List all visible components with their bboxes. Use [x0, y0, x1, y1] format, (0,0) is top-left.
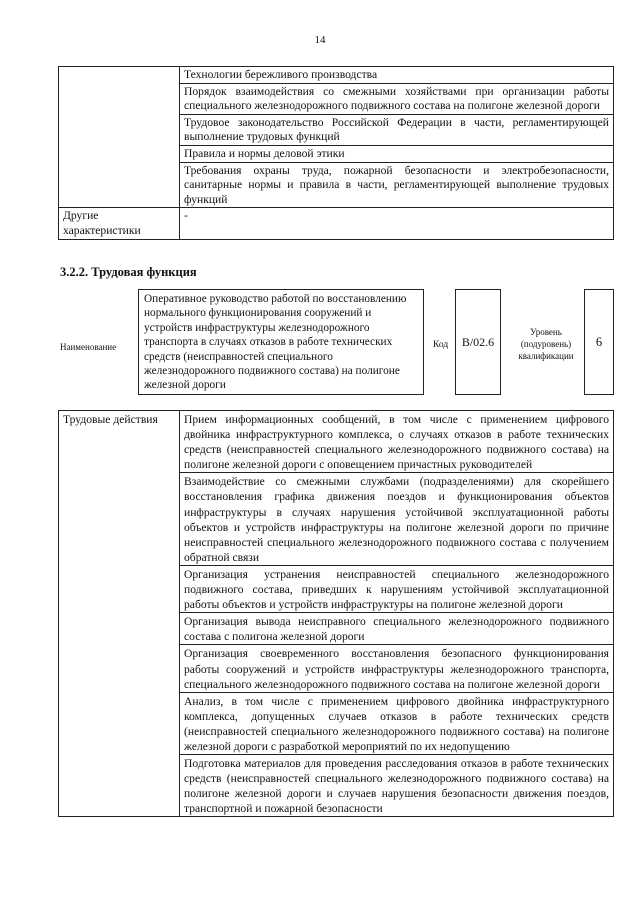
level-label: Уровень (подуровень) квалификации [518, 327, 574, 361]
table-row [59, 411, 614, 473]
knowledge-item: Порядок взаимодействия со смежными хозяйствами при организации работы специального железнодорожного подвижного состава на полигоне железной дороги [180, 83, 614, 114]
qualification-level: 6 [584, 289, 614, 395]
labor-actions-table [58, 410, 614, 817]
labor-action-item: Взаимодействие со смежными службами (подразделениями) для скорейшего восстановления графика движения поездов и функционирования объектов инфраструктуры в случаях нарушения устойчивой эксплуатационной работы объектов и устройств инфраструктуры на полигоне железной дороги по причине неисправностей специального железнодорожного подвижного состава с получением обратной связи [180, 473, 614, 566]
knowledge-item: Технологии бережливого производства [180, 67, 614, 84]
labor-actions-label: Трудовые действия [59, 411, 180, 817]
knowledge-item: Трудовое законодательство Российской Федерации в части, регламентирующей выполнение трудовых функций [180, 114, 614, 145]
labor-action-item: Организация устранения неисправностей специального железнодорожного подвижного состава, приведших к нарушениям устойчивой эксплуатационной работы объектов и устройств инфраструктуры на полигоне железной дороги [180, 565, 614, 612]
name-label: Наименование [60, 342, 117, 352]
code-label: Код [433, 340, 449, 350]
function-name: Оперативное руководство работой по восстановлению нормального функционирования сооружений и устройств инфраструктуры железнодорожного транспорта в случаях отказов в работе технических средств (неисправностей специального железнодорожного подвижного состава) на полигоне железной дороги [138, 289, 424, 395]
knowledge-item: Правила и нормы деловой этики [180, 145, 614, 162]
table-row [59, 208, 614, 239]
knowledge-table [58, 66, 614, 240]
labor-action-item: Анализ, в том числе с применением цифрового двойника инфраструктурного комплекса, допущенных случаев отказов в работе технических средств (неисправностей специального железнодорожного подвижного состава) на полигоне железной дороги с разработкой мероприятий по их недопущению [180, 692, 614, 754]
table-row [59, 67, 614, 84]
other-characteristics-label: Другие характеристики [59, 208, 180, 239]
labor-action-item: Организация вывода неисправного специального железнодорожного подвижного состава с полигона железной дороги [180, 613, 614, 645]
function-code: B/02.6 [455, 289, 501, 395]
labor-action-item: Подготовка материалов для проведения расследования отказов в работе технических средств (неисправностей специального железнодорожного подвижного состава) на полигоне железной дороги и случаев нарушения безопасности движения поездов, транспортной и пожарной безопасности [180, 755, 614, 817]
knowledge-item: Требования охраны труда, пожарной безопасности и электробезопасности, санитарные нормы и правила в части, регламентирующей выполнение трудовых функций [180, 162, 614, 208]
empty-label-cell [59, 67, 180, 208]
labor-action-item: Организация своевременного восстановления безопасного функционирования работы сооружений и устройств инфраструктуры железнодорожного транспорта, специального железнодорожного подвижного состава на полигоне железной дороги [180, 645, 614, 692]
labor-action-item: Прием информационных сообщений, в том числе с применением цифрового двойника инфраструктурного комплекса, о случаях отказов в работе технических средств (неисправностей специального железнодорожного подвижного состава) на полигоне железной дороги с оповещением причастных руководителей [180, 411, 614, 473]
section-title: 3.2.2. Трудовая функция [60, 265, 197, 279]
page-number: 14 [314, 34, 326, 46]
other-characteristics-value: - [180, 208, 614, 239]
